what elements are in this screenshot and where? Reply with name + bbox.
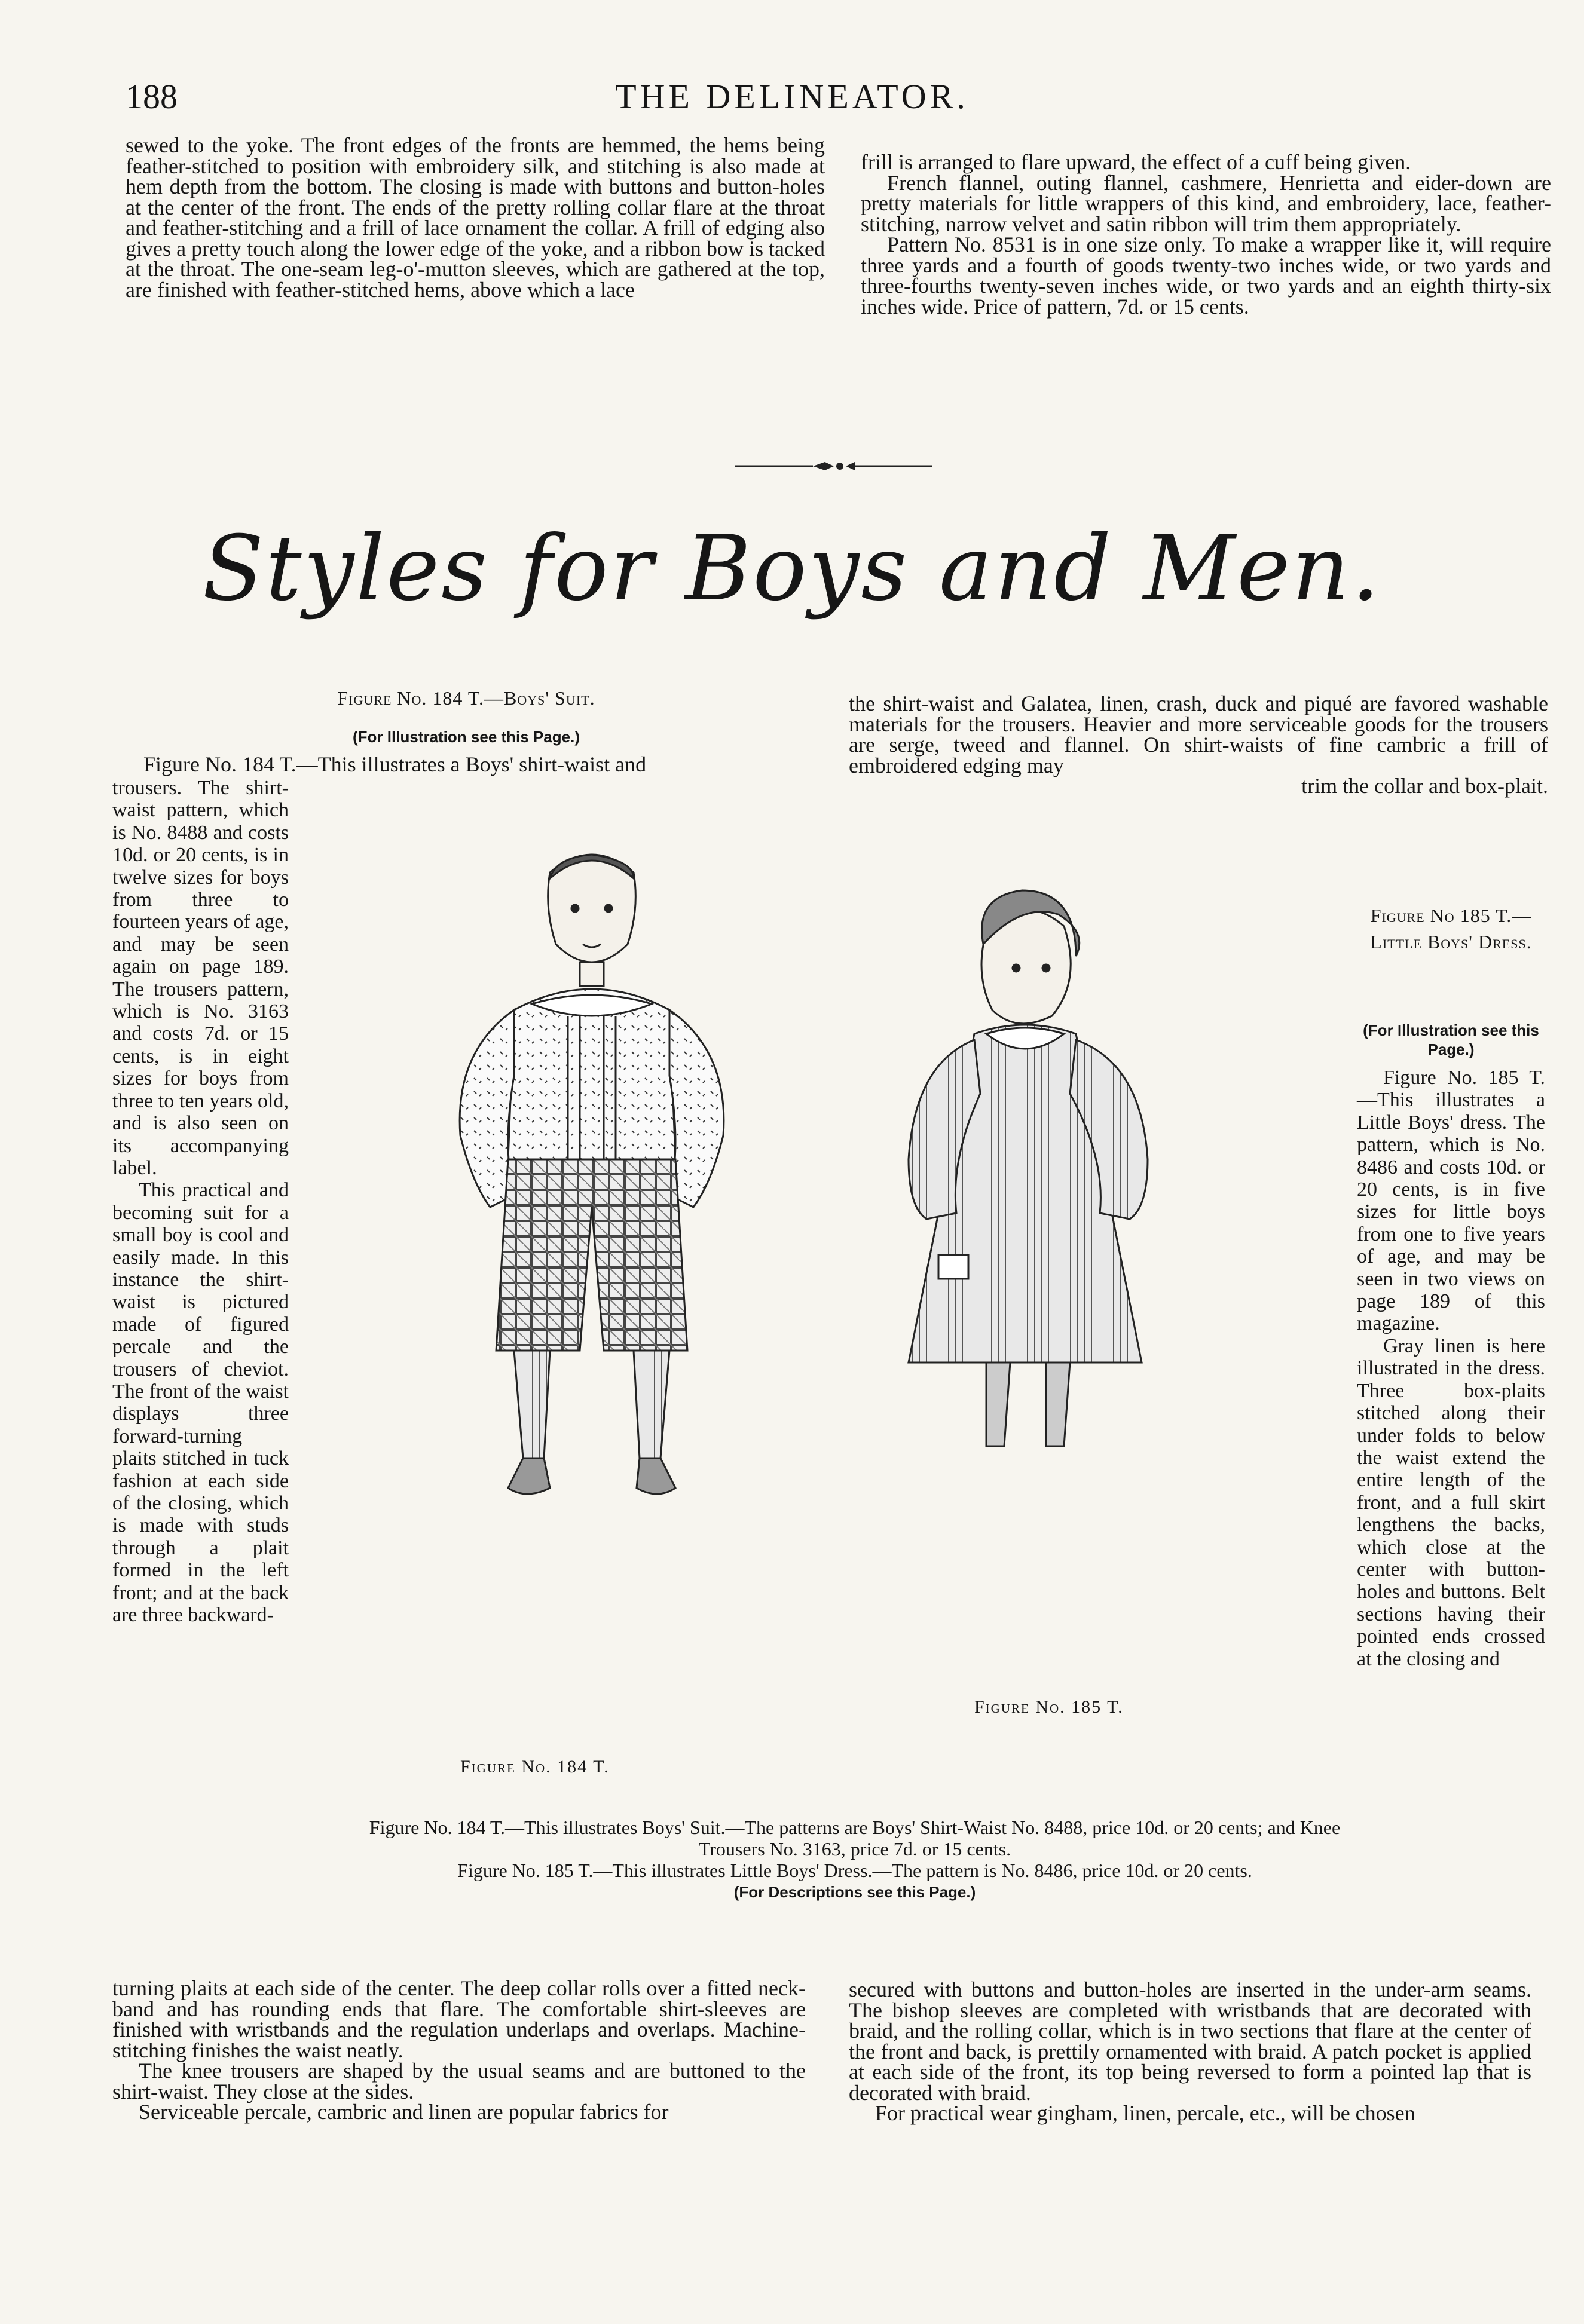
paragraph: Figure No. 185 T.—This illustrates a Little Boys' dress. The pattern, which is No. 8486 and costs 10d. or 20 cents, is in five sizes for little boys from one to five years of age, and may be seen in two views on page 189 of this magazine. — [1357, 1067, 1545, 1335]
paragraph: turning plaits at each side of the center. The deep collar rolls over a fitted neck-band and has rounding ends that flare. The comfortable shirt-sleeves are finished with wristbands and the regulation underlaps and overlaps. Machine-stitching finishes the waist neatly. — [112, 1976, 806, 2062]
running-head: THE DELINEATOR. — [615, 77, 969, 116]
figure-184-heading: Figure No. 184 T.—Boys' Suit. — [337, 687, 595, 709]
caption-line: Figure No. 184 T.—This illustrates Boys' Suit.—The patterns are Boys' Shirt-Waist No. 8488, price 10d. or 20 cents; and Knee Trousers No. 3163, price 7d. or 15 cents. — [369, 1817, 1341, 1860]
figure-185-little-boy — [909, 890, 1148, 1446]
paragraph: For practical wear gingham, linen, percale, etc., will be chosen — [875, 2101, 1415, 2125]
section-title: Styles for Boys and Men. — [202, 517, 1382, 621]
figure-185-heading: Figure No 185 T.—Little Boys' Dress. — [1370, 905, 1532, 953]
figure-185-label: Figure No. 185 T. — [974, 1697, 1124, 1717]
figure-185-subheading: (For Illustration see this Page.) — [1363, 1021, 1539, 1058]
paragraph: Pattern No. 8531 is in one size only. To make a wrapper like it, will require three yards and a fourth of goods twenty-two inches wide, or two yards and three-fourths twenty-seven inches wide, or two yards and an eighth thirty-six inches wide. Price of pattern, 7d. or 15 cents. — [861, 232, 1551, 319]
top-left-column — [126, 135, 825, 300]
right-upper-column — [849, 693, 1548, 797]
paragraph-tail: trim the collar and box-plait. — [1301, 774, 1548, 798]
caption-line: Figure No. 185 T.—This illustrates Little Boys' Dress.—The pattern is No. 8486, price 10d. or 20 cents. — [457, 1860, 1252, 1881]
paragraph: sewed to the yoke. The front edges of the fronts are hemmed, the hems being feather-stitched to position with embroidery silk, and stitching is also made at hem depth from the bottom. The closing is made with buttons and button-holes at the center of the front. The ends of the pretty rolling collar flare at the throat and feather-stitching and a frill of lace ornament the collar. A frill of edging also gives a pretty touch along the lower edge of the yoke, and a ribbon bow is tacked at the throat. The one-seam leg-o'-mutton sleeves, which are gathered at the top, are finished with feather-stitched hems, above which a lace — [126, 133, 825, 302]
left-narrow-column — [112, 777, 289, 1626]
figure-caption — [347, 1817, 1363, 1903]
paragraph: Serviceable percale, cambric and linen are popular fabrics for — [139, 2100, 669, 2124]
top-right-column — [861, 152, 1551, 317]
bottom-left-column — [112, 1978, 806, 2123]
fashion-illustration — [353, 825, 1285, 1757]
bottom-right-column — [849, 1979, 1531, 2124]
paragraph: frill is arranged to flare upward, the effect of a cuff being given. — [861, 150, 1411, 174]
caption-line: (For Descriptions see this Page.) — [733, 1883, 976, 1901]
ornamental-rule — [735, 457, 932, 475]
figure-184-boy — [460, 855, 724, 1494]
paragraph: trousers. The shirt-waist pattern, which is No. 8488 and costs 10d. or 20 cents, is in twelve sizes for boys from three to fourteen years of age, and may be seen again on page 189. The trousers pattern, which is No. 3163 and costs 7d. or 15 cents, is in eight sizes for boys from three to ten years old, and is also seen on its accompanying label. — [112, 777, 289, 1179]
paragraph: The knee trousers are shaped by the usual seams and are buttoned to the shirt-waist. They close at the sides. — [112, 2059, 806, 2103]
right-narrow-column — [1357, 1067, 1545, 1670]
paragraph: the shirt-waist and Galatea, linen, crash, duck and piqué are favored washable materials for the trousers. Heavier and more serviceable goods for the trousers are serge, tweed and flannel. On shirt-waists of fine cambric a frill of embroidered edging may — [849, 691, 1548, 777]
paragraph: Gray linen is here illustrated in the dress. Three box-plaits stitched along their under folds to below the waist extend the entire length of the front, and a full skirt lengthens the backs, which close at the center with button-holes and buttons. Belt sections having their pointed ends crossed at the closing and — [1357, 1334, 1545, 1670]
figure-184-label: Figure No. 184 T. — [460, 1757, 610, 1777]
page-number: 188 — [126, 77, 178, 116]
paragraph: This practical and becoming suit for a small boy is cool and easily made. In this instance the shirt-waist is pictured made of figured percale and the trousers of cheviot. The front of the waist displays three forward-turning plaits stitched in tuck fashion at each side of the closing, which is made with studs through a plait formed in the left front; and at the back are three backward- — [112, 1179, 289, 1627]
paragraph: French flannel, outing flannel, cashmere, Henrietta and eider-down are pretty materials for little wrappers of this kind, and embroidery, lace, feather-stitching, narrow velvet and satin ribbon will trim them appropriately. — [861, 170, 1551, 236]
figure-184-intro: Figure No. 184 T.—This illustrates a Boys' shirt-waist and — [143, 752, 647, 776]
paragraph: secured with buttons and button-holes are inserted in the under-arm seams. The bishop sleeves are completed with wristbands that are decorated with braid, and the rolling collar, which is in two sections that flare at the center of the front and back, is prettily ornamented with braid. A patch pocket is applied at each side of the front, its top being reversed to form a pointed lap that is decorated with braid. — [849, 1977, 1531, 2105]
figure-184-subheading: (For Illustration see this Page.) — [353, 728, 580, 746]
